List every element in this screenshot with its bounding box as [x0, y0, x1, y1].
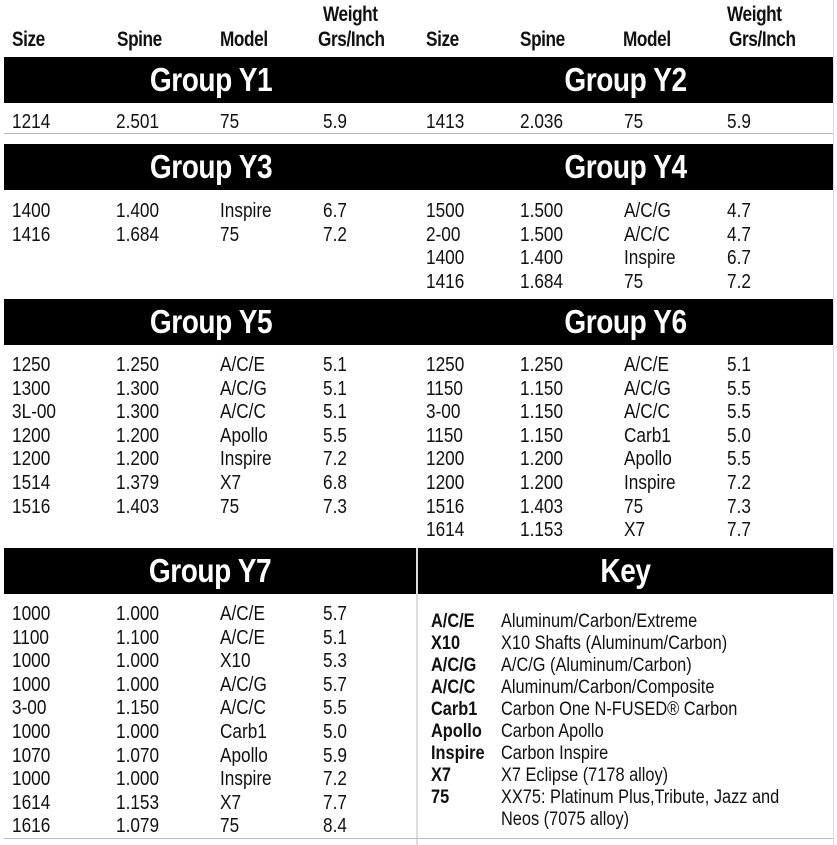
- key-code: Apollo: [431, 721, 482, 742]
- group-y1-rows: [12, 111, 412, 135]
- cell-size: 3-00: [426, 401, 461, 424]
- cell-size: 1000: [12, 720, 51, 743]
- table-row: [426, 271, 826, 295]
- cell-model: Inspire: [624, 247, 676, 270]
- cell-weight: 5.0: [323, 720, 347, 743]
- cell-spine: 1.000: [116, 720, 160, 743]
- table-row: [12, 224, 412, 248]
- cell-spine: 1.400: [116, 200, 160, 222]
- cell-weight: 4.7: [727, 223, 751, 246]
- cell-spine: 1.070: [116, 744, 160, 767]
- key-desc: Carbon One N-FUSED® Carbon: [501, 699, 738, 720]
- cell-model: 75: [624, 111, 644, 133]
- header-spine: Spine: [520, 28, 565, 51]
- cell-size: 1500: [426, 200, 465, 222]
- cell-size: 1250: [12, 354, 51, 376]
- group-y3-bar: [4, 144, 418, 190]
- cell-weight: 6.8: [323, 471, 347, 494]
- cell-size: 1400: [426, 247, 465, 270]
- group-y3-title: Group Y3: [149, 148, 273, 185]
- cell-model: A/C/C: [220, 401, 266, 424]
- table-row: [12, 792, 412, 816]
- cell-size: 1000: [12, 673, 51, 696]
- key-code: A/C/C: [431, 677, 476, 698]
- column-header-left: [0, 0, 418, 54]
- key-code: X10: [431, 633, 461, 654]
- cell-size: 1516: [426, 495, 465, 518]
- table-row: [12, 111, 412, 135]
- cell-size: 1100: [12, 626, 49, 649]
- cell-weight: 5.5: [323, 697, 347, 720]
- cell-model: Inspire: [220, 768, 272, 791]
- cell-spine: 1.000: [116, 650, 160, 673]
- table-row: [12, 425, 412, 449]
- cell-model: X7: [624, 519, 646, 542]
- cell-model: A/C/E: [220, 354, 265, 376]
- key-item: [431, 765, 831, 787]
- key-item: [431, 677, 831, 699]
- key-desc: Neos (7075 alloy): [501, 809, 630, 830]
- table-row: [12, 472, 412, 496]
- cell-weight: 5.5: [727, 401, 751, 424]
- key-item: [431, 655, 831, 677]
- cell-model: Inspire: [220, 200, 272, 222]
- table-row: [12, 650, 412, 674]
- key-list: [431, 611, 831, 831]
- key-item: [431, 721, 831, 743]
- table-row: [426, 224, 826, 248]
- cell-weight: 5.9: [323, 744, 347, 767]
- cell-model: X10: [220, 650, 251, 673]
- cell-model: Inspire: [220, 448, 272, 471]
- cell-model: Carb1: [624, 424, 671, 447]
- cell-spine: 1.500: [520, 200, 564, 222]
- cell-model: X7: [220, 471, 242, 494]
- group-y4-rows: [426, 200, 826, 294]
- divider: [4, 838, 833, 839]
- cell-model: 75: [220, 495, 240, 518]
- key-item: [431, 633, 831, 655]
- cell-model: A/C/G: [220, 673, 267, 696]
- header-weight: Weight: [323, 3, 378, 26]
- cell-size: 1000: [12, 768, 51, 791]
- cell-model: Apollo: [220, 744, 268, 767]
- divider: [4, 133, 833, 134]
- cell-spine: 1.200: [116, 448, 160, 471]
- cell-spine: 1.300: [116, 401, 160, 424]
- cell-size: 3L-00: [12, 401, 56, 424]
- cell-spine: 1.400: [520, 247, 564, 270]
- group-y4-title: Group Y4: [564, 148, 687, 185]
- cell-spine: 1.100: [116, 626, 160, 649]
- cell-model: 75: [220, 223, 240, 246]
- key-desc: A/C/G (Aluminum/Carbon): [501, 655, 692, 676]
- group-y1-title: Group Y1: [149, 61, 273, 98]
- cell-model: A/C/G: [220, 377, 267, 400]
- group-y6-rows: [426, 354, 826, 543]
- cell-model: 75: [220, 815, 240, 838]
- header-grs-inch: Grs/Inch: [729, 28, 796, 51]
- cell-spine: 1.250: [520, 354, 564, 376]
- cell-weight: 7.7: [323, 791, 347, 814]
- group-y5-title: Group Y5: [149, 303, 273, 340]
- cell-spine: 1.500: [520, 223, 564, 246]
- header-spine: Spine: [117, 28, 162, 51]
- cell-spine: 1.150: [116, 697, 160, 720]
- table-row: [12, 815, 412, 839]
- group-y7-bar: [4, 548, 416, 594]
- cell-size: 1416: [426, 270, 465, 293]
- key-desc: Aluminum/Carbon/Extreme: [501, 611, 698, 632]
- cell-size: 1214: [12, 111, 51, 133]
- header-model: Model: [623, 28, 671, 51]
- key-desc: XX75: Platinum Plus,Tribute, Jazz and: [501, 787, 780, 808]
- cell-spine: 2.501: [116, 111, 160, 133]
- header-weight: Weight: [727, 3, 782, 26]
- cell-weight: 6.7: [727, 247, 751, 270]
- cell-model: Inspire: [624, 471, 676, 494]
- column-header-right: [418, 0, 837, 54]
- cell-weight: 5.7: [323, 673, 347, 696]
- cell-weight: 5.7: [323, 603, 347, 625]
- cell-weight: 5.5: [323, 424, 347, 447]
- divider: [416, 548, 418, 845]
- cell-weight: 5.1: [323, 377, 347, 400]
- cell-weight: 7.3: [323, 495, 347, 518]
- cell-size: 1413: [426, 111, 465, 133]
- cell-size: 1000: [12, 650, 51, 673]
- cell-size: 1616: [12, 815, 51, 838]
- cell-model: A/C/C: [624, 401, 670, 424]
- table-row: [426, 401, 826, 425]
- cell-model: A/C/E: [220, 626, 265, 649]
- cell-size: 1200: [12, 424, 51, 447]
- key-item: [431, 809, 831, 831]
- cell-model: 75: [624, 495, 644, 518]
- cell-size: 1000: [12, 603, 51, 625]
- table-row: [12, 401, 412, 425]
- group-y2-bar: [418, 57, 833, 103]
- header-model: Model: [220, 28, 268, 51]
- key-code: A/C/G: [431, 655, 477, 676]
- divider: [833, 0, 834, 845]
- table-row: [426, 496, 826, 520]
- cell-weight: 8.4: [323, 815, 347, 838]
- table-row: [426, 200, 826, 224]
- cell-weight: 4.7: [727, 200, 751, 222]
- group-y6-bar: [418, 299, 833, 345]
- cell-weight: 5.5: [727, 377, 751, 400]
- cell-model: A/C/E: [220, 603, 265, 625]
- cell-spine: 1.250: [116, 354, 160, 376]
- cell-size: 1514: [12, 471, 51, 494]
- table-row: [12, 354, 412, 378]
- cell-size: 1614: [426, 519, 465, 542]
- table-row: [12, 745, 412, 769]
- cell-weight: 7.2: [323, 223, 347, 246]
- cell-weight: 7.2: [727, 270, 751, 293]
- cell-spine: 1.153: [520, 519, 564, 542]
- cell-model: Carb1: [220, 720, 267, 743]
- cell-spine: 1.200: [520, 471, 564, 494]
- cell-spine: 1.200: [116, 424, 160, 447]
- table-row: [12, 721, 412, 745]
- table-row: [12, 697, 412, 721]
- cell-size: 1516: [12, 495, 51, 518]
- table-row: [426, 247, 826, 271]
- cell-weight: 5.3: [323, 650, 347, 673]
- key-desc: X10 Shafts (Aluminum/Carbon): [501, 633, 728, 654]
- group-y5-rows: [12, 354, 412, 519]
- cell-size: 1614: [12, 791, 51, 814]
- cell-weight: 5.1: [323, 354, 347, 376]
- cell-model: X7: [220, 791, 242, 814]
- cell-spine: 2.036: [520, 111, 564, 133]
- cell-size: 3-00: [12, 697, 47, 720]
- group-y7-rows: [12, 603, 412, 839]
- key-item: [431, 787, 831, 809]
- cell-model: A/C/G: [624, 377, 671, 400]
- key-desc: Carbon Apollo: [501, 721, 604, 742]
- cell-weight: 5.5: [727, 448, 751, 471]
- cell-model: Apollo: [624, 448, 672, 471]
- table-row: [426, 111, 826, 135]
- cell-spine: 1.000: [116, 768, 160, 791]
- table-row: [12, 768, 412, 792]
- cell-weight: 7.2: [323, 768, 347, 791]
- cell-model: A/C/E: [624, 354, 669, 376]
- key-code: Inspire: [431, 743, 485, 764]
- cell-size: 1416: [12, 223, 51, 246]
- cell-spine: 1.684: [520, 270, 564, 293]
- key-desc: Carbon Inspire: [501, 743, 609, 764]
- table-row: [12, 448, 412, 472]
- cell-weight: 6.7: [323, 200, 347, 222]
- key-title: Key: [600, 552, 651, 589]
- cell-spine: 1.079: [116, 815, 160, 838]
- cell-spine: 1.150: [520, 377, 564, 400]
- header-size: Size: [12, 28, 45, 51]
- cell-size: 1200: [12, 448, 51, 471]
- table-row: [12, 378, 412, 402]
- cell-weight: 7.7: [727, 519, 751, 542]
- group-y1-bar: [4, 57, 418, 103]
- cell-size: 1070: [12, 744, 51, 767]
- table-row: [12, 496, 412, 520]
- group-y4-bar: [418, 144, 833, 190]
- cell-model: 75: [220, 111, 240, 133]
- key-bar: [418, 548, 833, 594]
- cell-size: 2-00: [426, 223, 461, 246]
- cell-size: 1200: [426, 471, 465, 494]
- cell-weight: 5.1: [727, 354, 751, 376]
- table-row: [426, 472, 826, 496]
- table-row: [12, 603, 412, 627]
- group-y6-title: Group Y6: [564, 303, 687, 340]
- key-code: X7: [431, 765, 451, 786]
- cell-weight: 5.0: [727, 424, 751, 447]
- key-item: [431, 699, 831, 721]
- cell-spine: 1.150: [520, 424, 564, 447]
- cell-weight: 5.9: [727, 111, 751, 133]
- cell-spine: 1.403: [116, 495, 160, 518]
- table-row: [426, 448, 826, 472]
- cell-size: 1200: [426, 448, 465, 471]
- group-y5-bar: [4, 299, 418, 345]
- key-desc: Aluminum/Carbon/Composite: [501, 677, 715, 698]
- table-row: [426, 519, 826, 543]
- cell-spine: 1.300: [116, 377, 160, 400]
- header-size: Size: [426, 28, 459, 51]
- table-row: [426, 354, 826, 378]
- cell-spine: 1.379: [116, 471, 160, 494]
- cell-model: A/C/C: [220, 697, 266, 720]
- table-row: [426, 378, 826, 402]
- cell-model: 75: [624, 270, 644, 293]
- cell-model: A/C/C: [624, 223, 670, 246]
- table-row: [12, 627, 412, 651]
- key-item: [431, 611, 831, 633]
- cell-spine: 1.000: [116, 673, 160, 696]
- cell-weight: 7.3: [727, 495, 751, 518]
- cell-size: 1400: [12, 200, 51, 222]
- table-row: [12, 200, 412, 224]
- key-item: [431, 743, 831, 765]
- cell-weight: 5.1: [323, 401, 347, 424]
- cell-size: 1300: [12, 377, 51, 400]
- key-code: A/C/E: [431, 611, 475, 632]
- group-y7-title: Group Y7: [148, 552, 272, 589]
- cell-model: Apollo: [220, 424, 268, 447]
- cell-spine: 1.150: [520, 401, 564, 424]
- key-code: Carb1: [431, 699, 478, 720]
- group-y2-title: Group Y2: [564, 61, 687, 98]
- cell-size: 1150: [426, 377, 463, 400]
- group-y2-rows: [426, 111, 826, 135]
- header-grs-inch: Grs/Inch: [318, 28, 385, 51]
- key-code: 75: [431, 787, 450, 808]
- cell-spine: 1.153: [116, 791, 160, 814]
- cell-weight: 7.2: [727, 471, 751, 494]
- group-y3-rows: [12, 200, 412, 247]
- cell-weight: 7.2: [323, 448, 347, 471]
- cell-size: 1150: [426, 424, 463, 447]
- cell-spine: 1.684: [116, 223, 160, 246]
- table-row: [12, 674, 412, 698]
- table-row: [426, 425, 826, 449]
- key-desc: X7 Eclipse (7178 alloy): [501, 765, 669, 786]
- cell-weight: 5.9: [323, 111, 347, 133]
- cell-size: 1250: [426, 354, 465, 376]
- cell-spine: 1.200: [520, 448, 564, 471]
- cell-spine: 1.000: [116, 603, 160, 625]
- cell-model: A/C/G: [624, 200, 671, 222]
- cell-weight: 5.1: [323, 626, 347, 649]
- cell-spine: 1.403: [520, 495, 564, 518]
